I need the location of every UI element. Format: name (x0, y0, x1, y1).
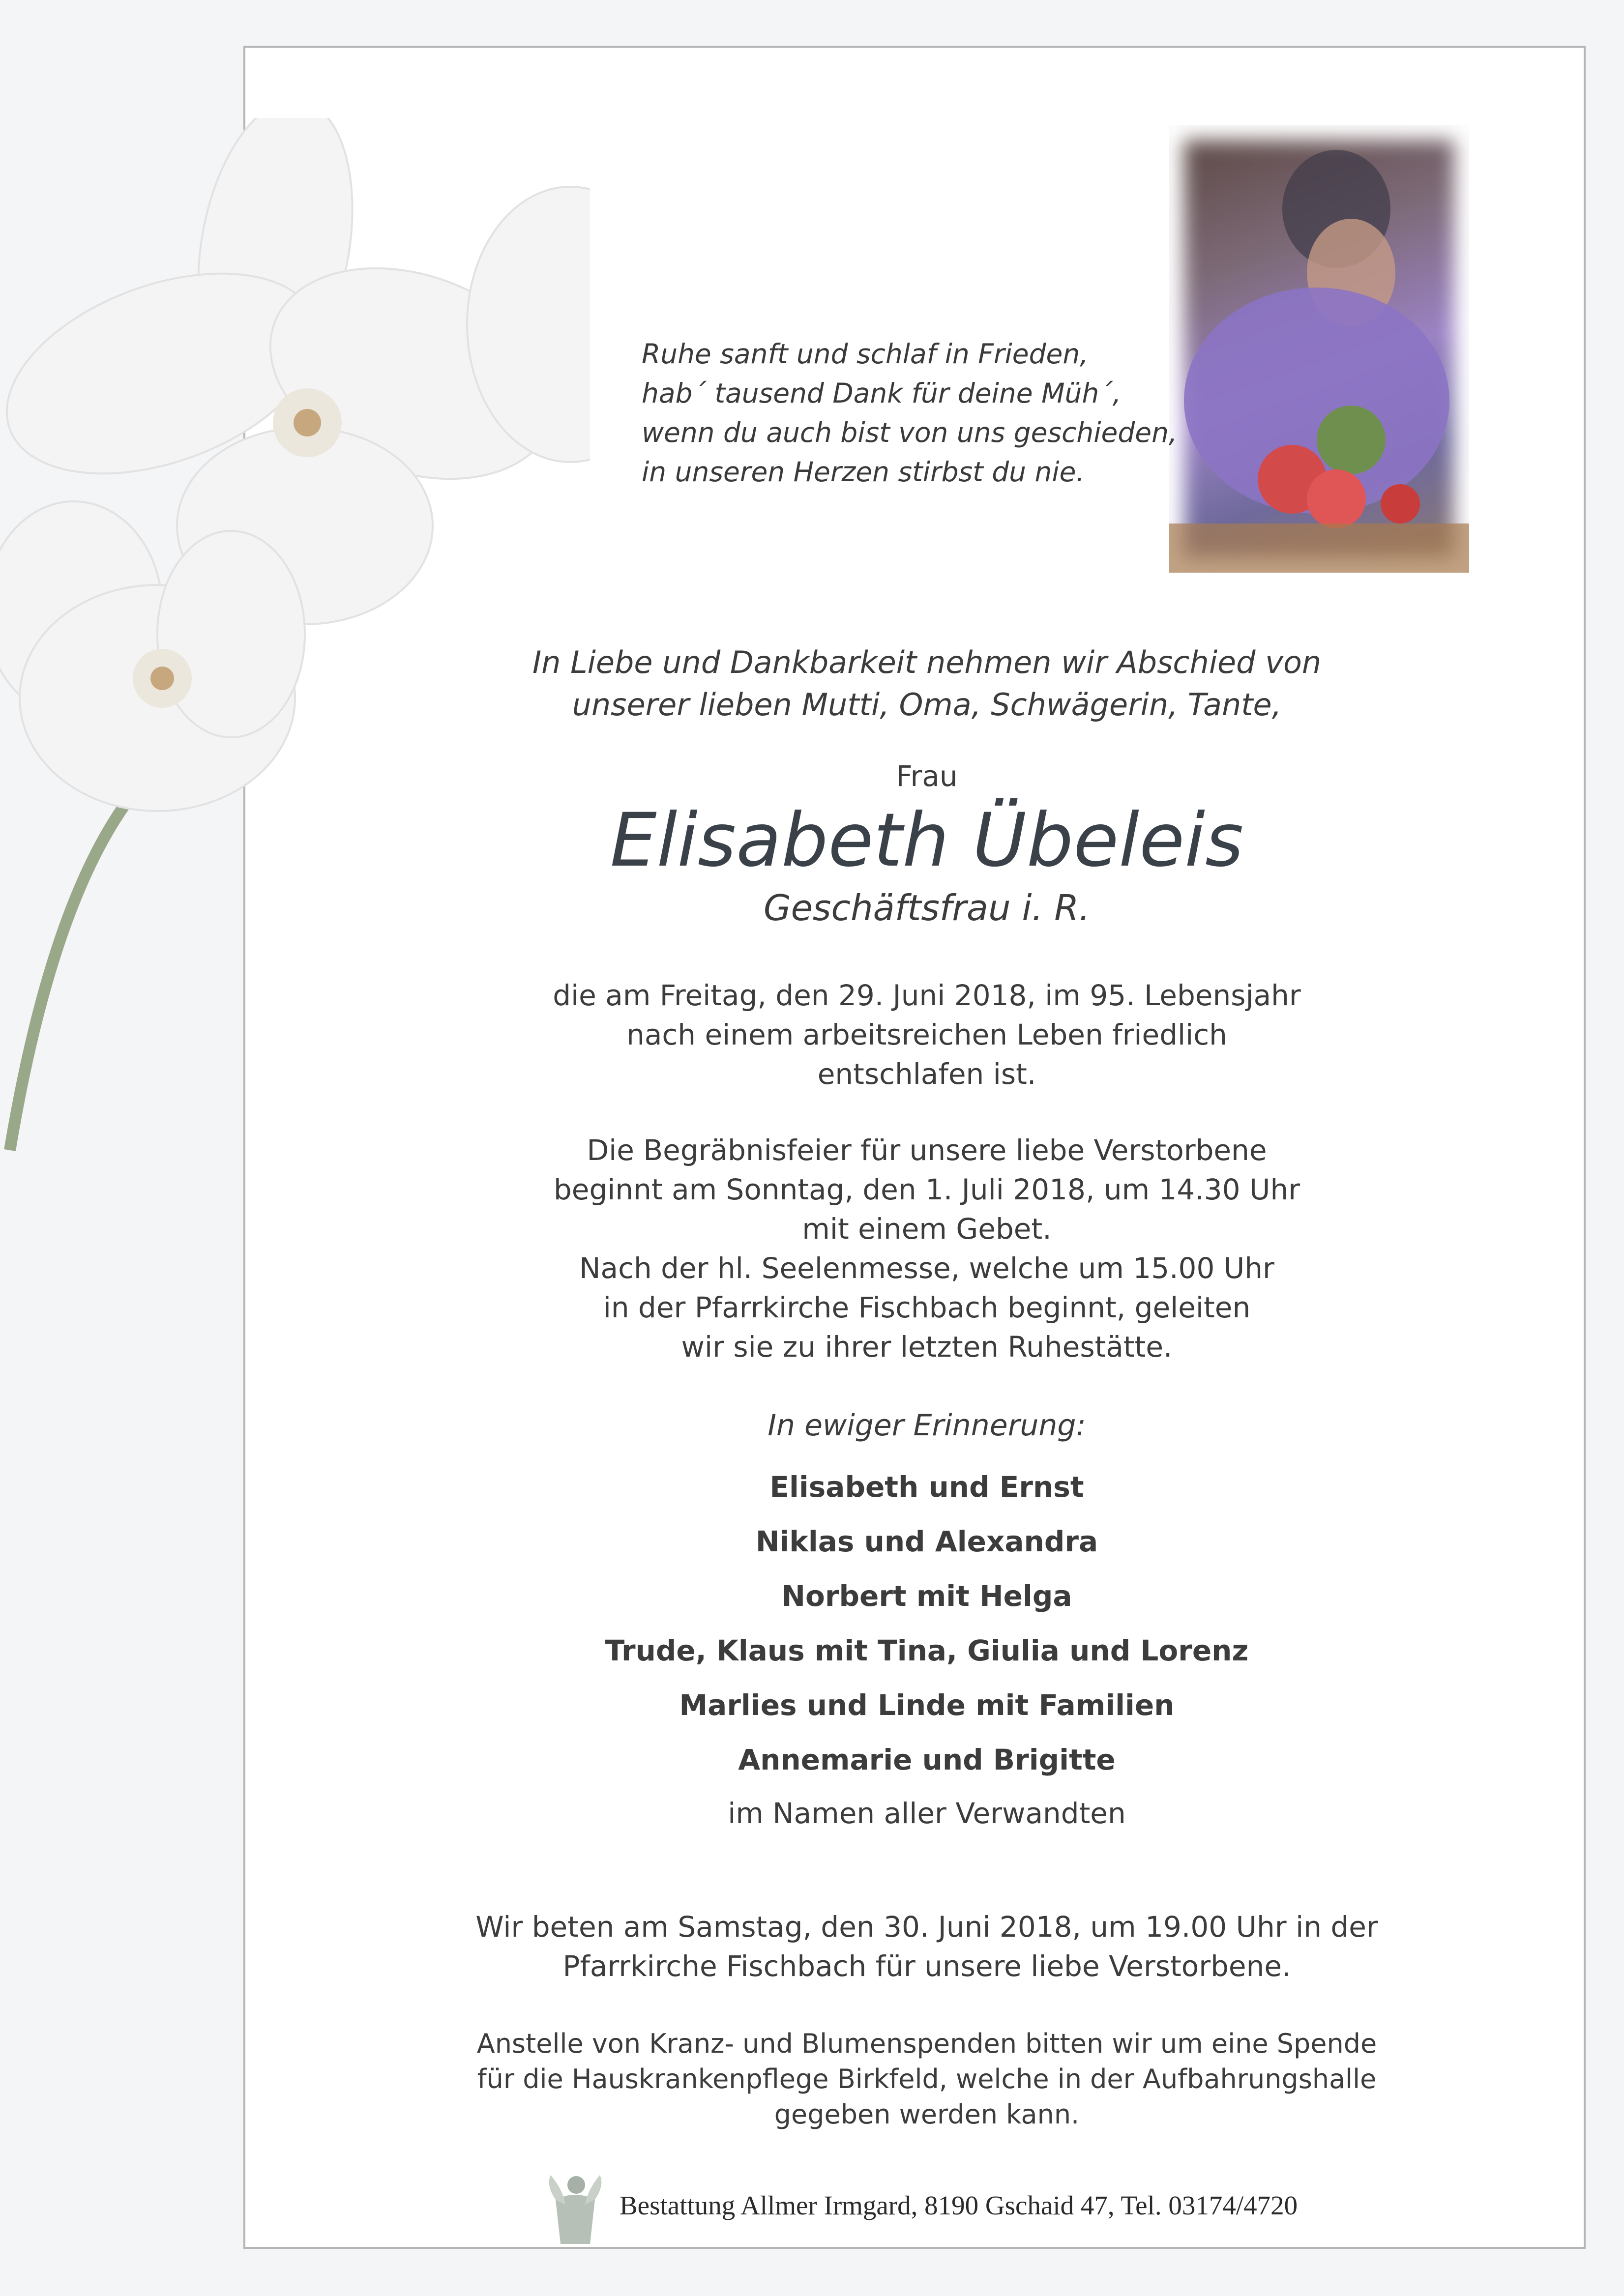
poem-line: in unseren Herzen stirbst du nie. (642, 456, 1085, 488)
poem-line: wenn du auch bist von uns geschieden, (642, 417, 1178, 448)
memory-heading: In ewiger Erinnerung: (768, 1408, 1086, 1443)
donation-line: für die Hauskrankenpflege Birkfeld, welche in der Aufbahrungshalle (477, 2063, 1377, 2094)
deceased-profession: Geschäftsfrau i. R. (763, 887, 1091, 929)
donation-line: gegeben werden kann. (774, 2099, 1080, 2130)
intro-line: In Liebe und Dankbarkeit nehmen wir Abschied von (532, 644, 1322, 680)
funeral-line: beginnt am Sonntag, den 1. Juli 2018, um 14.30 Uhr (553, 1173, 1300, 1206)
mourner-item: Norbert mit Helga (781, 1579, 1072, 1613)
deceased-name: Elisabeth Übeleis (610, 798, 1244, 883)
death-line: entschlafen ist. (817, 1057, 1036, 1091)
funeral-line: Die Begräbnisfeier für unsere liebe Verstorbene (587, 1133, 1267, 1167)
prayer-line: Wir beten am Samstag, den 30. Juni 2018, um 19.00 Uhr in der (475, 1910, 1378, 1944)
poem (642, 334, 1182, 492)
mourner-item: Elisabeth und Ernst (769, 1470, 1084, 1504)
portrait-photo (1169, 125, 1469, 573)
intro-line: unserer lieben Mutti, Oma, Schwägerin, Tante, (572, 687, 1282, 723)
footer (546, 2165, 1332, 2249)
mourners-list (403, 1467, 1450, 1795)
funeral-line: Nach der hl. Seelenmesse, welche um 15.00 Uhr (579, 1251, 1274, 1285)
salutation: Frau (896, 759, 958, 793)
relatives-line: im Namen aller Verwandten (728, 1797, 1126, 1830)
prayer-notice (403, 1907, 1450, 1986)
poem-line: hab´ tausend Dank für deine Müh´, (642, 378, 1122, 409)
death-line: die am Freitag, den 29. Juni 2018, im 95. Lebensjahr (553, 979, 1301, 1012)
mourner-item: Trude, Klaus mit Tina, Giulia und Lorenz (605, 1634, 1249, 1667)
death-notice (403, 976, 1450, 1094)
death-line: nach einem arbeitsreichen Leben friedlich (626, 1018, 1227, 1051)
mourner-item: Marlies und Linde mit Familien (679, 1688, 1175, 1722)
mourner-item: Niklas und Alexandra (755, 1525, 1098, 1558)
funeral-line: wir sie zu ihrer letzten Ruhestätte. (681, 1330, 1173, 1364)
prayer-line: Pfarrkirche Fischbach für unsere liebe Verstorbene. (562, 1949, 1291, 1983)
poem-line: Ruhe sanft und schlaf in Frieden, (642, 338, 1089, 370)
intro-text (403, 641, 1450, 726)
mourner-item: Annemarie und Brigitte (738, 1743, 1116, 1776)
angel-icon (546, 2170, 605, 2249)
funeral-line: mit einem Gebet. (802, 1212, 1052, 1246)
donation-notice (403, 2026, 1450, 2132)
donation-line: Anstelle von Kranz- und Blumenspenden bitten wir um eine Spende (476, 2028, 1377, 2059)
funeral-notice (403, 1131, 1450, 1366)
funeral-home-info: Bestattung Allmer Irmgard, 8190 Gschaid 47, Tel. 03174/4720 (620, 2190, 1298, 2220)
funeral-line: in der Pfarrkirche Fischbach beginnt, geleiten (603, 1291, 1251, 1324)
